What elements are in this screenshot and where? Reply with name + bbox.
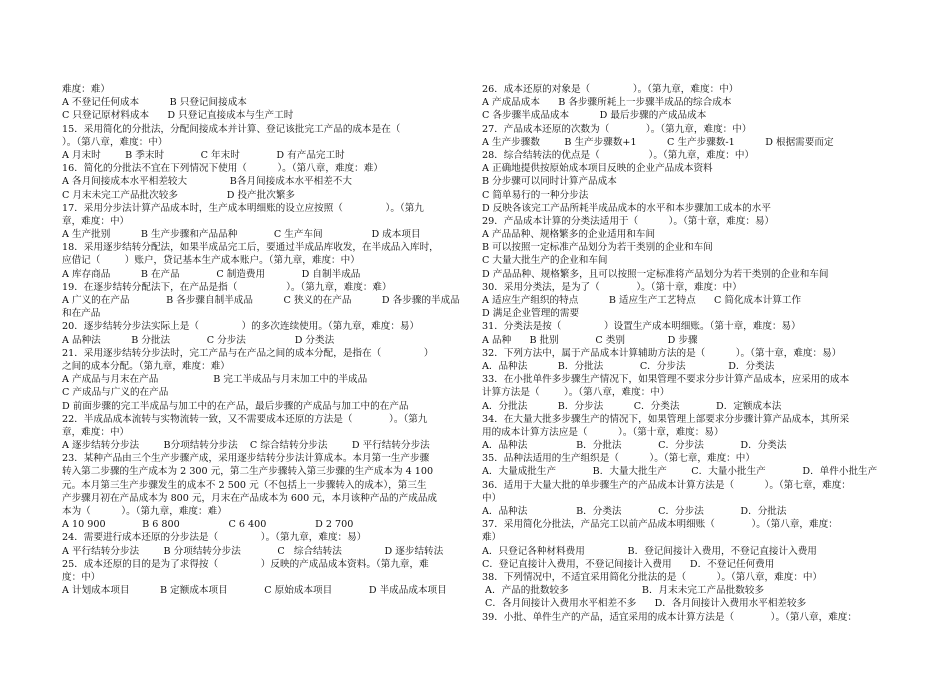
text-line: 35．品种法适用的生产组织是（ ）。（第七章，难度：中） bbox=[482, 453, 755, 465]
text-line: 应借记（ ）账户，贷记基本生产成本账户。（第九章，难度：中） bbox=[62, 255, 360, 267]
text-line: 难） bbox=[482, 532, 502, 544]
text-line: 计算方法是（ ）。（第八章，难度：中） bbox=[482, 387, 670, 399]
text-line: A 广义的在产品 B 各步骤自制半成品 C 狭义的在产品 D 各步骤的半成品 bbox=[62, 295, 460, 306]
text-line: 33．在小批单件多步骤生产情况下，如果管理不要求分步计算产品成本，应采用的成本 bbox=[482, 374, 850, 386]
text-line: 之间的成本分配。（第九章，难度：难） bbox=[62, 360, 230, 372]
text-line: 36．适用于大量大批的单步骤生产的产品成本计算方法是（ ）。（第七章，难度： bbox=[482, 479, 851, 491]
text-line: A 产成品成本 B 各步骤所耗上一步骤半成品的综合成本 bbox=[482, 97, 732, 109]
text-line: 27．产品成本还原的次数为（ ）。（第九章，难度：中） bbox=[482, 123, 752, 135]
text-line: A．品种法 B．分类法 C．分步法 D．分批法 bbox=[482, 506, 787, 517]
text-line: C 只登记原材料成本 D 只登记直接成本与生产工时 bbox=[62, 110, 294, 122]
text-line: 19．在逐步结转分配法下，在产品是指（ ）。（第九章，难度：难） bbox=[62, 281, 392, 293]
text-line: ）。（第八章，难度：中） bbox=[62, 136, 168, 148]
left-column bbox=[62, 83, 472, 597]
text-line: D 产品品种、规格繁多，且可以按照一定标准将产品划分为若干类别的企业和车间 bbox=[482, 268, 829, 280]
text-line: C 产成品与广义的在产品 bbox=[62, 387, 169, 399]
text-line: A．分批法 B．分步法 C．分类法 D．定额成本法 bbox=[482, 400, 782, 412]
text-line: 38．下列情况中，不适宜采用简化分批法的是（ ）。（第八章，难度：中） bbox=[482, 571, 823, 583]
text-line: 章，难度：中） bbox=[62, 215, 130, 227]
text-line: 25．成本还原的目的是为了求得按（ ）反映的产成品成本资料。（第九章，难 bbox=[62, 558, 429, 570]
text-line: A 不登记任何成本 B 只登记间接成本 bbox=[62, 97, 247, 109]
text-line: 度：中） bbox=[62, 571, 101, 583]
text-line: A．品种法 B．分批法 C．分步法 D．分类法 bbox=[482, 440, 787, 452]
text-line: 难度：难） bbox=[62, 84, 110, 95]
text-line: D 反映各该完工产品所耗半成品成本的水平和本步骤加工成本的水平 bbox=[482, 202, 771, 214]
text-line: A 品种法 B 分批法 C 分步法 D 分类法 bbox=[62, 334, 335, 346]
text-line: 17．采用分步法计算产品成本时，生产成本明细账的设立应按照（ ）。（第九 bbox=[62, 202, 424, 214]
text-line: 28．综合结转法的优点是（ ）。（第九章，难度：中） bbox=[482, 149, 755, 161]
text-line: A 10 900 B 6 800 C 6 400 D 2 700 bbox=[62, 519, 354, 531]
text-line: C 各步骤半成品成本 D 最后步骤的产成品成本 bbox=[482, 110, 707, 122]
text-line: B 可以按照一定标准产品划分为若干类别的企业和车间 bbox=[482, 242, 713, 254]
text-line: B 分步骤可以同时计算产品成本 bbox=[482, 176, 617, 188]
text-line: A 平行结转分步法 B 分项结转分步法 C 综合结转法 D 逐步结转法 bbox=[62, 545, 444, 557]
text-line: 30．采用分类法，是为了（ ）。（第十章，难度：中） bbox=[482, 281, 742, 293]
text-line: A．大量成批生产 B．大量大批生产 C．大量小批生产 D．单件小批生产 bbox=[482, 466, 878, 478]
text-line: A 适应生产组织的特点 B 适应生产工艺特点 C 简化成本计算工作 bbox=[482, 295, 802, 306]
text-line: 用的成本计算方法应是（ ）。（第十章，难度：易） bbox=[482, 426, 724, 438]
text-line: A 产品品种、规格繁多的企业适用和车间 bbox=[482, 229, 656, 241]
text-line: 21．采用逐步结转分步法时，完工产品与在产品之间的成本分配，是指在（ ） bbox=[62, 347, 434, 359]
text-line: 23．某种产品由三个生产步骤产成，采用逐步结转分步法计算成本。本月第一生产步骤 bbox=[62, 453, 430, 465]
text-line: C．各月间接计入费用水平相差不多 D．各月间接计入费用水平相差较多 bbox=[482, 598, 807, 610]
text-line: A 生产批别 B 生产步骤和产品品种 C 生产车间 D 成本项目 bbox=[62, 229, 421, 241]
text-line: 31．分类法是按（ ）设置生产成本明细账。（第十章，难度：易） bbox=[482, 321, 801, 333]
text-line: 15．采用简化的分批法，分配间接成本并计算、登记该批完工产品的成本是在（ bbox=[62, 123, 401, 135]
text-line: A 月末时 B 季末时 C 年末时 D 有产品完工时 bbox=[62, 149, 345, 161]
text-line: A 各月间接成本水平相差较大 B各月间接成本水平相差不大 bbox=[62, 176, 352, 188]
text-line: 元。本月第三生产步骤发生的成本不 2 500 元（不包括上一步骤转入的成本），第三生 bbox=[62, 479, 427, 491]
text-line: 39．小批、单件生产的产品，适宜采用的成本计算方法是（ ）。（第八章，难度： bbox=[482, 611, 857, 623]
text-line: A 品种 B 批别 C 类别 D 步骤 bbox=[482, 334, 698, 346]
text-line: 和在产品 bbox=[62, 308, 101, 320]
text-line: 37．采用简化分批法，产品完工以前产品成本明细账（ ）。（第八章，难度： bbox=[482, 519, 838, 531]
text-line: A．只登记各种材料费用 B．登记间接计入费用，不登记直接计入费用 bbox=[482, 545, 817, 557]
text-line: 29．产品成本计算的分类法适用于（ ）。（第十章，难度：易） bbox=[482, 215, 775, 227]
text-line: C 简单易行的一种分步法 bbox=[482, 189, 589, 201]
text-line: C．登记直接计入费用，不登记间接计入费用 D．不登记任何费用 bbox=[482, 558, 775, 570]
text-line: 转入第二步骤的生产成本为 2 300 元，第二生产步骤转入第三步骤的生产成本为 4 100 bbox=[62, 466, 434, 478]
text-line: A．品种法 B．分批法 C．分步法 D．分类法 bbox=[482, 360, 775, 372]
text-line: 26．成本还原的对象是（ ）。（第九章，难度：中） bbox=[482, 84, 739, 95]
text-line: A．产品的批数较多 B．月末未完工产品批数较多 bbox=[482, 585, 765, 597]
text-line: 24．需要进行成本还原的分步法是（ ）。（第九章，难度：易） bbox=[62, 532, 367, 544]
text-line: D 满足企业管理的需要 bbox=[482, 308, 580, 320]
right-column bbox=[482, 83, 894, 624]
text-line: 22．半成品成本流转与实物流转一致，又不需要成本还原的方法是（ ）。（第九 bbox=[62, 413, 428, 425]
text-line: A 产成品与月末在产品 B 完工半成品与月末加工中的半成品 bbox=[62, 374, 368, 386]
text-line: C 月末未完工产品批次较多 D 投产批次繁多 bbox=[62, 189, 296, 201]
text-line: 32．下列方法中，属于产品成本计算辅助方法的是（ ）。（第十章，难度：易） bbox=[482, 347, 842, 359]
text-line: D 前面步骤的完工半成品与加工中的在产品，最后步骤的产成品与加工中的在产品 bbox=[62, 400, 409, 412]
text-line: 16．简化的分批法不宜在下列情况下使用（ ）。（第八章，难度：难） bbox=[62, 163, 383, 175]
text-line: 中） bbox=[482, 492, 502, 504]
text-line: 20．逐步结转分步法实际上是（ ）的多次连续使用。（第九章，难度：易） bbox=[62, 321, 420, 333]
text-line: A 生产步骤数 B 生产步骤数+1 C 生产步骤数-1 D 根据需要而定 bbox=[482, 136, 834, 148]
text-line: A 库存商品 B 在产品 C 制造费用 D 自制半成品 bbox=[62, 268, 361, 280]
text-line: A 逐步结转分步法 B分项结转分步法 C 综合结转分步法 D 平行结转分步法 bbox=[62, 440, 430, 452]
text-line: 本为（ ）。（第九章，难度：难） bbox=[62, 506, 227, 517]
text-line: 34．在大量大批多步骤生产的情况下，如果管理上部要求分步骤计算产品成本，其所采 bbox=[482, 413, 850, 425]
text-line: A 计划成本项目 B 定额成本项目 C 原始成本项目 D 半成品成本项目 bbox=[62, 585, 447, 597]
text-line: A 正确地提供按原始成本项目反映的企业产品成本资料 bbox=[482, 163, 713, 175]
text-line: 章，难度：中） bbox=[62, 426, 130, 438]
text-line: 产步骤月初在产品成本为 800 元，月末在产品成本为 600 元，本月该种产品的产成品成 bbox=[62, 492, 438, 504]
text-line: 18．采用逐步结转分配法，如果半成品完工后，要通过半成品库收发，在半成品入库时， bbox=[62, 242, 439, 254]
text-line: C 大量大批生产的企业和车间 bbox=[482, 255, 608, 267]
